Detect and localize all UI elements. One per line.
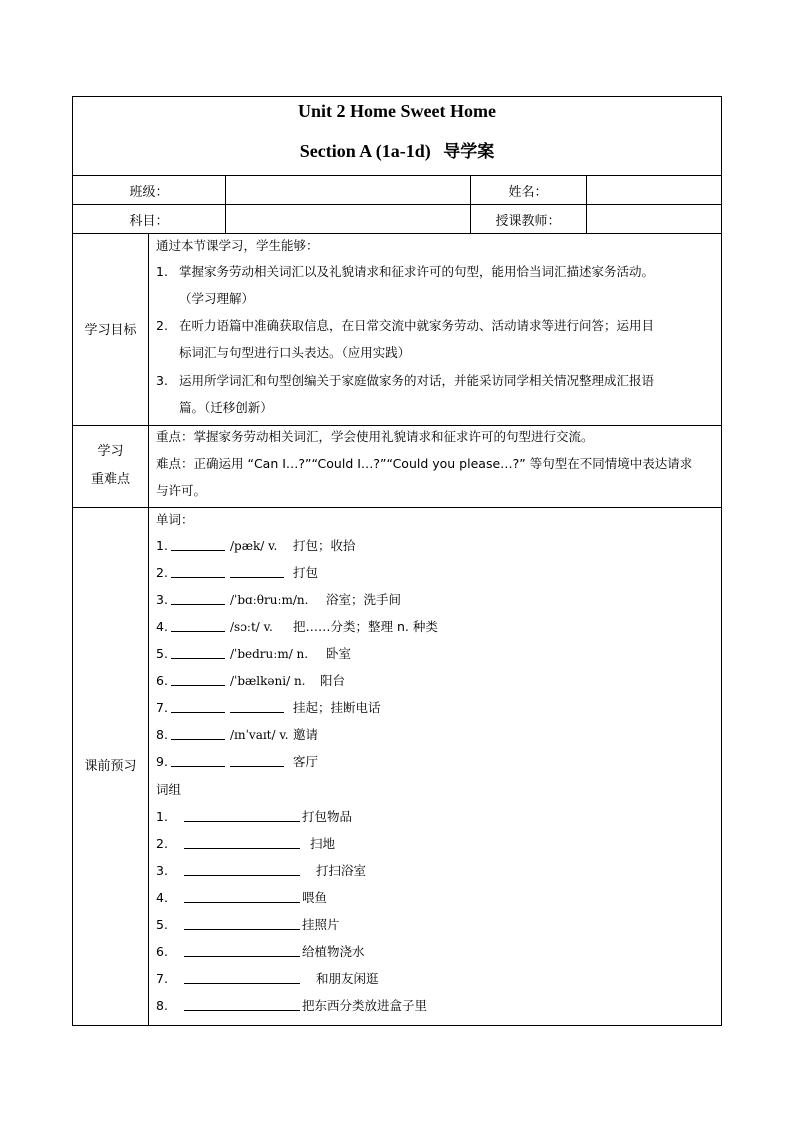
answer-blank[interactable] xyxy=(171,618,225,632)
phrase-meaning: 扫地 xyxy=(310,836,336,851)
key-points-label: 重难点 xyxy=(90,472,130,487)
answer-blank[interactable] xyxy=(171,699,225,713)
word-meaning: 打包 xyxy=(293,565,319,580)
answer-blank[interactable] xyxy=(230,753,284,767)
phrase-item xyxy=(156,889,716,907)
phrase-meaning: 把东西分类放进盒子里 xyxy=(302,998,428,1013)
phrases-heading: 词组 xyxy=(156,782,182,797)
phrase-number: 7. xyxy=(156,971,168,986)
word-meaning: 浴室；洗手间 xyxy=(326,592,402,607)
word-number: 2. xyxy=(156,565,168,580)
word-number: 6. xyxy=(156,673,168,688)
word-item xyxy=(156,753,716,771)
words-heading: 单词： xyxy=(156,512,194,527)
goals-intro: 通过本节课学习，学生能够： xyxy=(156,238,319,253)
goal-text: 运用所学词汇和句型创编关于家庭做家务的对话，并能采访同学相关情况整理成汇报语 xyxy=(179,373,655,388)
goal-text: 标词汇与句型进行口头表达。（应用实践） xyxy=(179,345,411,360)
word-meaning: 客厅 xyxy=(293,754,319,769)
phrase-meaning: 和朋友闲逛 xyxy=(316,971,379,986)
row-divider xyxy=(73,175,721,176)
row-divider xyxy=(73,425,721,426)
phrase-item xyxy=(156,997,716,1015)
phrase-item xyxy=(156,970,716,988)
answer-blank[interactable] xyxy=(184,916,300,930)
goal-number: 1. xyxy=(156,264,168,279)
phrase-item xyxy=(156,862,716,880)
teacher-label: 授课教师： xyxy=(495,214,561,229)
goal-text: 在听力语篇中准确获取信息，在日常交流中就家务劳动、活动请求等进行问答；运用目 xyxy=(179,318,655,333)
focus-text: 重点：掌握家务劳动相关词汇，学会使用礼貌请求和征求许可的句型进行交流。 xyxy=(156,429,594,444)
word-item xyxy=(156,699,716,717)
word-phonetic: /sɔːt/ v. xyxy=(230,620,273,634)
phrase-item xyxy=(156,916,716,934)
phrase-meaning: 喂鱼 xyxy=(302,890,328,905)
phrase-item xyxy=(156,808,716,826)
word-phonetic: /pæk/ v. xyxy=(230,539,278,553)
phrase-number: 1. xyxy=(156,809,168,824)
phrase-number: 5. xyxy=(156,917,168,932)
row-divider xyxy=(73,204,721,205)
key-points-label: 学习 xyxy=(97,444,124,459)
answer-blank[interactable] xyxy=(171,672,225,686)
phrase-item xyxy=(156,835,716,853)
title-block xyxy=(73,97,721,175)
class-label: 班级： xyxy=(129,185,169,200)
goals-label: 学习目标 xyxy=(84,323,137,338)
name-label: 姓名： xyxy=(508,185,548,200)
word-number: 3. xyxy=(156,592,168,607)
word-number: 4. xyxy=(156,619,168,634)
word-item xyxy=(156,726,716,744)
phrase-item xyxy=(156,943,716,961)
subject-label: 科目： xyxy=(129,214,169,229)
word-item xyxy=(156,564,716,582)
answer-blank[interactable] xyxy=(230,564,284,578)
word-item xyxy=(156,618,716,636)
answer-blank[interactable] xyxy=(171,726,225,740)
answer-blank[interactable] xyxy=(184,889,300,903)
answer-blank[interactable] xyxy=(184,997,300,1011)
section-title xyxy=(73,137,721,162)
section-title-cn: 导学案 xyxy=(443,142,495,162)
phrase-number: 3. xyxy=(156,863,168,878)
word-phonetic: /ˈbedruːm/ n. xyxy=(230,647,309,661)
phrase-number: 2. xyxy=(156,836,168,851)
answer-blank[interactable] xyxy=(184,808,300,822)
phrase-number: 4. xyxy=(156,890,168,905)
answer-blank[interactable] xyxy=(171,537,225,551)
answer-blank[interactable] xyxy=(184,943,300,957)
answer-blank[interactable] xyxy=(171,753,225,767)
col-divider xyxy=(148,233,149,1025)
word-number: 9. xyxy=(156,754,168,769)
row-divider xyxy=(73,233,721,234)
answer-blank[interactable] xyxy=(171,645,225,659)
phrase-meaning: 打包物品 xyxy=(302,809,353,824)
goal-text: 篇。（迁移创新） xyxy=(179,400,273,415)
col-divider xyxy=(225,175,226,233)
word-meaning: 卧室 xyxy=(326,646,352,661)
phrase-number: 6. xyxy=(156,944,168,959)
word-phonetic: /ˈbɑːθruːm/n. xyxy=(230,593,309,607)
word-meaning: 打包；收拾 xyxy=(293,538,356,553)
phrase-meaning: 打扫浴室 xyxy=(316,863,367,878)
answer-blank[interactable] xyxy=(184,835,300,849)
answer-blank[interactable] xyxy=(184,970,300,984)
difficulty-text: 与许可。 xyxy=(156,483,207,498)
section-title-en: Section A (1a-1d) xyxy=(299,141,431,161)
word-number: 7. xyxy=(156,700,168,715)
word-item xyxy=(156,591,716,609)
word-meaning: 邀请 xyxy=(293,727,319,742)
word-phonetic: /ɪnˈvaɪt/ v. xyxy=(230,728,289,742)
word-phonetic: /ˈbælkəni/ n. xyxy=(230,674,306,688)
goal-text: （学习理解） xyxy=(179,291,255,306)
word-meaning: 阳台 xyxy=(320,673,346,688)
answer-blank[interactable] xyxy=(230,699,284,713)
phrase-meaning: 挂照片 xyxy=(302,917,340,932)
word-item xyxy=(156,645,716,663)
worksheet-table xyxy=(72,96,722,1026)
goal-number: 3. xyxy=(156,373,168,388)
goal-text: 掌握家务劳动相关词汇以及礼貌请求和征求许可的句型，能用恰当词汇描述家务活动。 xyxy=(179,264,655,279)
col-divider xyxy=(586,175,587,233)
answer-blank[interactable] xyxy=(171,591,225,605)
row-divider xyxy=(73,507,721,508)
word-number: 8. xyxy=(156,727,168,742)
phrase-meaning: 给植物浇水 xyxy=(302,944,365,959)
difficulty-text: 难点：正确运用 “Can I…?”“Could I…?”“Could you please…?” 等句型在不同情境中表达请求 xyxy=(156,456,693,471)
phrase-number: 8. xyxy=(156,998,168,1013)
unit-title: Unit 2 Home Sweet Home xyxy=(298,101,496,121)
word-number: 5. xyxy=(156,646,168,661)
word-meaning: 挂起；挂断电话 xyxy=(293,700,381,715)
goal-number: 2. xyxy=(156,318,168,333)
word-item xyxy=(156,537,716,555)
word-number: 1. xyxy=(156,538,168,553)
answer-blank[interactable] xyxy=(184,862,300,876)
answer-blank[interactable] xyxy=(171,564,225,578)
preview-label: 课前预习 xyxy=(84,759,137,774)
word-meaning: 把……分类；整理 n. 种类 xyxy=(293,619,438,634)
word-item xyxy=(156,672,716,690)
